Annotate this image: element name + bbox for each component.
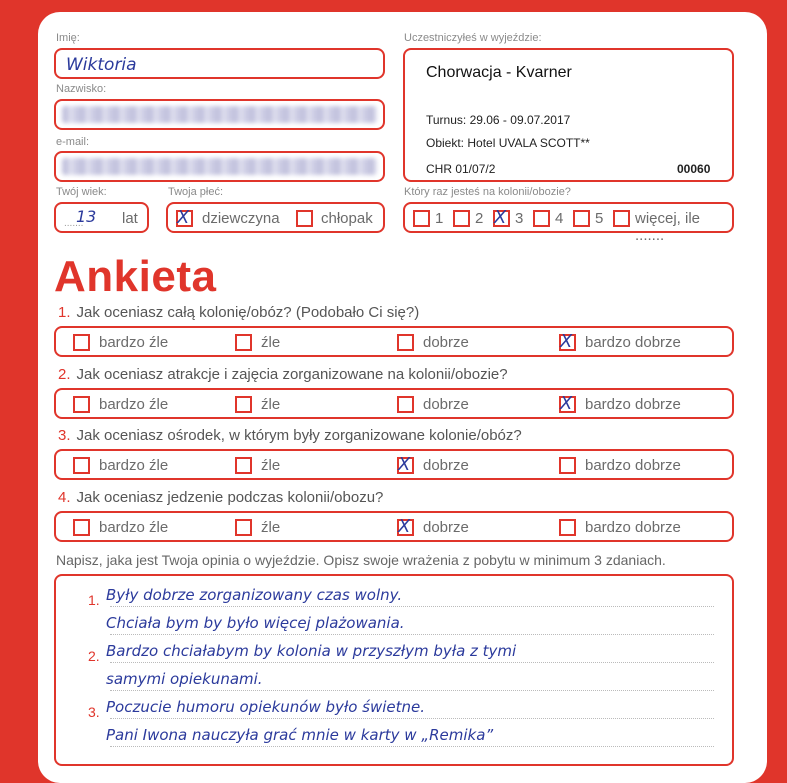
email-redacted bbox=[62, 158, 377, 175]
surname-field[interactable] bbox=[54, 99, 385, 130]
opinion-number-3: 3. bbox=[88, 704, 100, 720]
opinion-line-4: samymi opiekunami. bbox=[106, 670, 263, 688]
opinion-line-1: Były dobrze zorganizowany czas wolny. bbox=[106, 586, 403, 604]
q4-opt-3-checkbox[interactable] bbox=[397, 516, 414, 537]
q3-opt-3-label: dobrze bbox=[423, 457, 469, 474]
q1-opt-3-label: dobrze bbox=[423, 334, 469, 351]
gender-boy-checkbox[interactable] bbox=[296, 210, 313, 227]
opinion-number-2: 2. bbox=[88, 648, 100, 664]
q1-opt-1-label: bardzo źle bbox=[99, 334, 169, 351]
times-3-check-mark: X bbox=[494, 207, 507, 228]
times-1-label: 1 bbox=[435, 210, 444, 227]
trip-number: 00060 bbox=[677, 162, 711, 176]
q1-check-mark: X bbox=[560, 331, 573, 352]
age-unit: lat bbox=[122, 210, 138, 227]
question-2-answers bbox=[54, 388, 734, 419]
question-1-answers bbox=[54, 326, 734, 357]
q3-opt-2-checkbox[interactable] bbox=[235, 457, 252, 474]
opinion-line-3: Bardzo chciałabym by kolonia w przyszłym była z tymi bbox=[106, 642, 517, 660]
times-3-label: 3 bbox=[515, 210, 524, 227]
q1-opt-3-checkbox[interactable] bbox=[397, 334, 414, 351]
trip-label: Uczestniczyłeś w wyjeździe: bbox=[404, 32, 542, 44]
q2-opt-2-label: źle bbox=[261, 396, 281, 413]
q4-opt-2-checkbox[interactable] bbox=[235, 519, 252, 536]
times-3-checkbox[interactable] bbox=[493, 207, 510, 228]
email-field[interactable] bbox=[54, 151, 385, 182]
opinion-box[interactable] bbox=[54, 574, 734, 766]
gender-girl-label: dziewczyna bbox=[202, 210, 280, 227]
q3-opt-1-label: bardzo źle bbox=[99, 457, 169, 474]
name-value: Wiktoria bbox=[66, 55, 137, 75]
age-label: Twój wiek: bbox=[56, 186, 107, 198]
opinion-line-5: Poczucie humoru opiekunów było świetne. bbox=[106, 698, 426, 716]
age-value: 13 bbox=[76, 207, 97, 226]
question-4-answers bbox=[54, 511, 734, 542]
trip-code: CHR 01/07/2 bbox=[426, 162, 496, 176]
opinion-line-6: Pani Iwona nauczyła grać mnie w karty w „Remika” bbox=[106, 726, 494, 744]
times-4-checkbox[interactable] bbox=[533, 210, 550, 227]
gender-label: Twoja płeć: bbox=[168, 186, 224, 198]
q4-check-mark: X bbox=[398, 516, 411, 537]
q2-opt-1-checkbox[interactable] bbox=[73, 396, 90, 413]
survey-card bbox=[38, 12, 767, 783]
q2-opt-2-checkbox[interactable] bbox=[235, 396, 252, 413]
q1-opt-4-label: bardzo dobrze bbox=[585, 334, 681, 351]
q2-opt-3-label: dobrze bbox=[423, 396, 469, 413]
q4-opt-2-label: źle bbox=[261, 519, 281, 536]
trip-turnus: Turnus: 29.06 - 09.07.2017 bbox=[426, 113, 571, 127]
times-2-checkbox[interactable] bbox=[453, 210, 470, 227]
gender-field bbox=[166, 202, 385, 233]
q3-opt-4-checkbox[interactable] bbox=[559, 457, 576, 474]
times-4-label: 4 bbox=[555, 210, 564, 227]
question-3: 3. Jak oceniasz ośrodek, w którym były zorganizowane kolonie/obóz? bbox=[58, 427, 522, 444]
trip-panel bbox=[403, 48, 734, 182]
times-5-checkbox[interactable] bbox=[573, 210, 590, 227]
times-more-label: więcej, ile ....... bbox=[635, 210, 701, 244]
surname-label: Nazwisko: bbox=[56, 83, 107, 95]
q3-opt-3-checkbox[interactable] bbox=[397, 454, 414, 475]
q2-opt-1-label: bardzo źle bbox=[99, 396, 169, 413]
email-label: e-mail: bbox=[56, 136, 90, 148]
question-1: 1. Jak oceniasz całą kolonię/obóz? (Podobało Ci się?) bbox=[58, 304, 420, 321]
times-5-label: 5 bbox=[595, 210, 604, 227]
q3-opt-1-checkbox[interactable] bbox=[73, 457, 90, 474]
question-3-answers bbox=[54, 449, 734, 480]
q1-opt-2-label: źle bbox=[261, 334, 281, 351]
name-label: Imię: bbox=[56, 32, 80, 44]
q2-opt-4-checkbox[interactable] bbox=[559, 393, 576, 414]
q3-check-mark: X bbox=[398, 454, 411, 475]
opinion-prompt: Napisz, jaka jest Twoja opinia o wyjeździe. Opisz swoje wrażenia z pobytu w minimum 3 zdaniach. bbox=[56, 552, 666, 568]
q4-opt-4-checkbox[interactable] bbox=[559, 519, 576, 536]
gender-boy-label: chłopak bbox=[321, 210, 373, 227]
times-more-checkbox[interactable] bbox=[613, 210, 630, 227]
q1-opt-4-checkbox[interactable] bbox=[559, 331, 576, 352]
survey-title: Ankieta bbox=[54, 252, 217, 301]
gender-girl-checkbox[interactable] bbox=[176, 207, 193, 228]
q4-opt-4-label: bardzo dobrze bbox=[585, 519, 681, 536]
opinion-line-2: Chciała bym by było więcej plażowania. bbox=[106, 614, 405, 632]
q3-opt-4-label: bardzo dobrze bbox=[585, 457, 681, 474]
gender-girl-check-mark: X bbox=[177, 207, 190, 228]
times-1-checkbox[interactable] bbox=[413, 210, 430, 227]
question-2: 2. Jak oceniasz atrakcje i zajęcia zorganizowane na kolonii/obozie? bbox=[58, 366, 508, 383]
opinion-number-1: 1. bbox=[88, 592, 100, 608]
q4-opt-3-label: dobrze bbox=[423, 519, 469, 536]
times-label: Który raz jesteś na kolonii/obozie? bbox=[404, 186, 571, 198]
times-2-label: 2 bbox=[475, 210, 484, 227]
q2-opt-4-label: bardzo dobrze bbox=[585, 396, 681, 413]
q1-opt-1-checkbox[interactable] bbox=[73, 334, 90, 351]
trip-destination: Chorwacja - Kvarner bbox=[426, 64, 572, 81]
surname-redacted bbox=[62, 106, 377, 123]
question-4: 4. Jak oceniasz jedzenie podczas kolonii/obozu? bbox=[58, 489, 384, 506]
q2-opt-3-checkbox[interactable] bbox=[397, 396, 414, 413]
q4-opt-1-label: bardzo źle bbox=[99, 519, 169, 536]
q2-check-mark: X bbox=[560, 393, 573, 414]
q1-opt-2-checkbox[interactable] bbox=[235, 334, 252, 351]
trip-obiekt: Obiekt: Hotel UVALA SCOTT** bbox=[426, 136, 590, 150]
q3-opt-2-label: źle bbox=[261, 457, 281, 474]
age-field[interactable]: ....... 13 lat bbox=[54, 202, 149, 233]
name-field[interactable] bbox=[54, 48, 385, 79]
q4-opt-1-checkbox[interactable] bbox=[73, 519, 90, 536]
times-field bbox=[403, 202, 734, 244]
